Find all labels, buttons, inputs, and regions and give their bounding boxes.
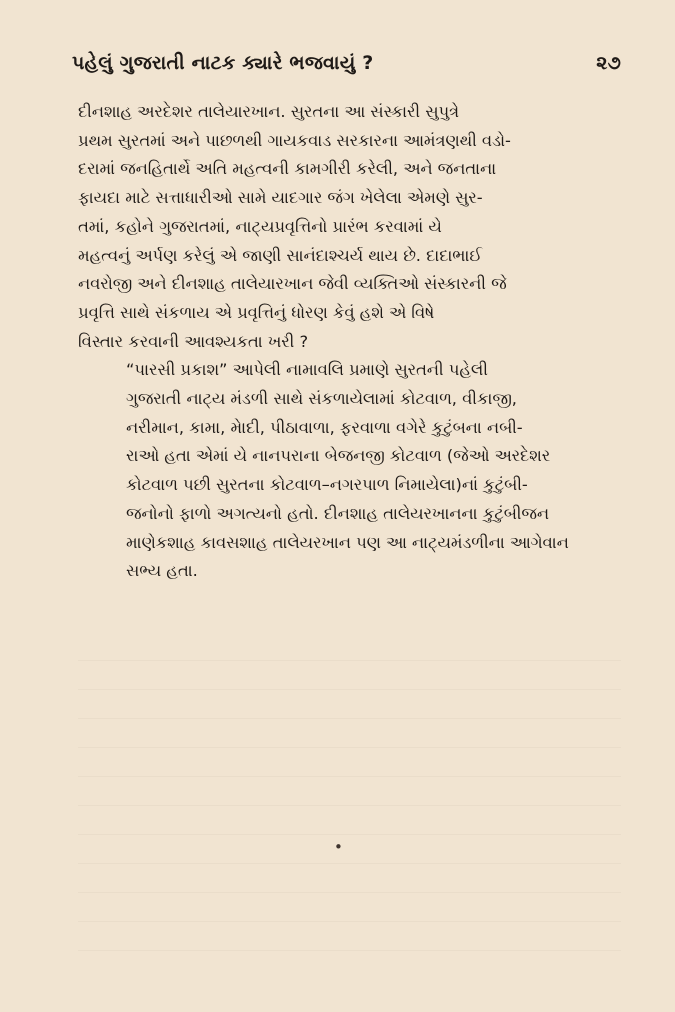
text-line: મહત્વનું અર્પણ કરેલું એ જાણી સાનંદાશ્ચર્ય થાય છે. દાદાભાઈ xyxy=(78,245,482,265)
ink-mark: • xyxy=(334,838,343,856)
text-line: કોટવાળ પછી સુરતના કોટવાળ–નગરપાળ નિમાયેલા)નાં કુટુંબી- xyxy=(126,475,528,495)
main-text xyxy=(78,98,621,586)
page-number: ૨૭ xyxy=(596,52,621,74)
text-line: તમાં, કહોને ગુજરાતમાં, નાટ્યપ્રવૃત્તિનો પ્રારંભ કરવામાં યે xyxy=(78,216,442,236)
text-line: ગુજરાતી નાટ્ય મંડળી સાથે સંકળાયેલામાં કોટવાળ, વીકાજી, xyxy=(126,389,517,409)
text-line: સભ્ય હતા. xyxy=(126,561,198,581)
text-line: વિસ્તાર કરવાની આવશ્યકતા ખરી ? xyxy=(78,331,309,351)
text-line: રાઓ હતા એમાં યે નાનપરાના બેજનજી કોટવાળ (જેઓ અરદેશર xyxy=(126,446,551,466)
chapter-title: પહેલું ગુજરાતી નાટક ક્યારે ભજવાયું ? xyxy=(72,52,374,74)
text-line: નવરોજી અને દીનશાહ તાલેયારખાન જેવી વ્યક્તિઓ સંસ્કારની જે xyxy=(78,274,507,294)
text-line: નરીમાન, કામા, મેાદી, પીઠાવાળા, ફરવાળા વગેરે કુટુંબના નબી- xyxy=(126,417,523,437)
running-header xyxy=(72,46,621,80)
text-line: જનોનો ફાળો અગત્યનો હતો. દીનશાહ તાલેયરખાનના કુટુંબીજન xyxy=(126,503,549,523)
text-line: ફાયદા માટે સત્તાધારીઓ સામે યાદગાર જંગ ખેલેલા એમણે સુર- xyxy=(78,188,483,208)
show-through-texture xyxy=(78,660,621,960)
text-line: “પારસી પ્રકાશ” આપેલી નામાવલિ પ્રમાણે સુરતની પહેલી xyxy=(126,360,488,380)
text-line: પ્રથમ સુરતમાં અને પાછળથી ગાયકવાડ સરકારના આમંત્રણથી વડો- xyxy=(78,130,511,150)
text-line: દીનશાહ અરદેશર તાલેયારખાન. સુરતના આ સંસ્કારી સુપુત્રે xyxy=(78,102,460,121)
text-line: માણેકશાહ કાવસશાહ તાલેયરખાન પણ આ નાટ્યમંડળીના આગેવાન xyxy=(126,532,569,552)
text-line: દરામાં જનહિતાર્થે અતિ મહત્વની કામગીરી કરેલી, અને જનતાના xyxy=(78,159,497,179)
text-line: પ્રવૃત્તિ સાથે સંકળાય એ પ્રવૃત્તિનું ધોરણ કેવું હશે એ વિષે xyxy=(78,302,435,322)
paragraph-2 xyxy=(78,356,621,586)
paragraph-1 xyxy=(78,98,621,356)
